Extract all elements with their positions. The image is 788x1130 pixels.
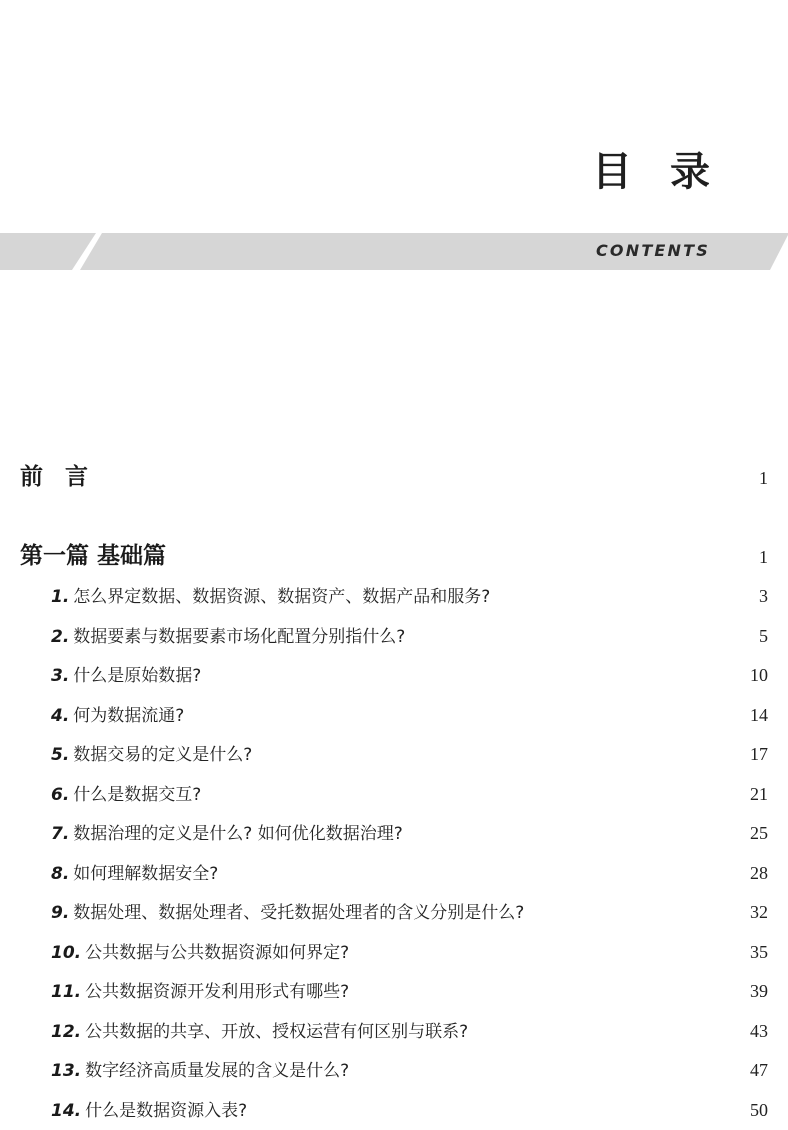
entry-label [51, 900, 524, 926]
entry-page: 28 [750, 862, 768, 883]
toc-entry[interactable] [51, 781, 768, 807]
entry-title: 公共数据资源开发利用形式有哪些? [85, 982, 350, 1002]
preface-page: 1 [759, 468, 768, 488]
toc-part-1[interactable] [20, 541, 768, 571]
entry-title: 怎么界定数据、数据资源、数据资产、数据产品和服务? [73, 587, 491, 607]
entry-label [51, 979, 349, 1005]
toc-preface[interactable] [20, 462, 768, 492]
entry-title: 如何理解数据安全? [73, 863, 219, 884]
toc-entry[interactable] [51, 662, 768, 688]
entry-label [51, 742, 252, 768]
entry-page: 25 [750, 823, 768, 843]
entry-title: 数据处理、数据处理者、受托数据处理者的含义分别是什么? [73, 903, 525, 923]
toc-entry[interactable] [51, 1057, 768, 1083]
entry-title: 公共数据与公共数据资源如何界定? [85, 942, 350, 963]
entry-label [51, 624, 405, 650]
toc-entry[interactable] [51, 899, 768, 925]
entry-label [51, 861, 218, 887]
toc-entry[interactable] [51, 978, 768, 1004]
entry-title: 数据交易的定义是什么? [73, 745, 253, 765]
entry-number: 3. [51, 666, 70, 686]
entry-number: 14. [51, 1100, 82, 1121]
toc-entry[interactable] [51, 583, 768, 609]
part-title: 第一篇 基础篇 [20, 542, 167, 569]
entry-title: 数字经济高质量发展的含义是什么? [85, 1061, 350, 1081]
entry-label [51, 663, 201, 689]
toc-entry[interactable] [51, 623, 768, 649]
entry-label [51, 584, 490, 610]
entry-label [51, 1019, 468, 1045]
entry-number: 4. [51, 705, 70, 726]
entry-page: 17 [750, 744, 768, 764]
entry-label [51, 940, 349, 966]
entry-page: 39 [750, 981, 768, 1001]
entry-title: 什么是原始数据? [73, 666, 202, 686]
entry-number: 6. [51, 784, 70, 805]
entry-label [51, 1098, 247, 1124]
contents-label: CONTENTS [595, 241, 710, 260]
entry-page: 21 [750, 783, 768, 804]
entry-number: 5. [51, 745, 70, 765]
entry-label [51, 821, 403, 847]
entry-number: 11. [51, 982, 82, 1002]
entry-number: 8. [51, 863, 70, 884]
entry-number: 7. [51, 824, 70, 844]
entry-page: 10 [750, 665, 768, 685]
entry-number: 2. [51, 626, 70, 647]
entry-number: 1. [51, 587, 70, 607]
entry-page: 35 [750, 941, 768, 962]
entry-title: 数据治理的定义是什么? 如何优化数据治理? [73, 824, 403, 844]
entry-label [51, 1058, 349, 1084]
entry-page: 50 [750, 1099, 768, 1120]
entry-page: 43 [750, 1020, 768, 1041]
entry-page: 47 [750, 1060, 768, 1080]
entry-title: 何为数据流通? [73, 705, 185, 726]
page-title: 目录 [592, 148, 748, 195]
entry-label [51, 782, 201, 808]
entry-number: 13. [51, 1061, 82, 1081]
toc-entry[interactable] [51, 702, 768, 728]
toc-entry[interactable] [51, 860, 768, 886]
entry-title: 数据要素与数据要素市场化配置分别指什么? [73, 626, 406, 647]
entry-page: 5 [759, 625, 768, 646]
entry-number: 9. [51, 903, 70, 923]
entry-number: 10. [51, 942, 82, 963]
entry-label [51, 703, 184, 729]
entry-title: 什么是数据交互? [73, 784, 202, 805]
entry-title: 什么是数据资源入表? [85, 1100, 248, 1121]
preface-title: 前言 [20, 463, 110, 490]
toc-entry[interactable] [51, 1097, 768, 1123]
toc-entry[interactable] [51, 1018, 768, 1044]
entry-title: 公共数据的共享、开放、授权运营有何区别与联系? [85, 1021, 469, 1042]
entry-page: 3 [759, 586, 768, 606]
toc-entry[interactable] [51, 939, 768, 965]
toc-entry[interactable] [51, 741, 768, 767]
toc-entry[interactable] [51, 820, 768, 846]
entry-number: 12. [51, 1021, 82, 1042]
entry-page: 14 [750, 704, 768, 725]
part-page: 1 [759, 547, 768, 567]
entry-page: 32 [750, 902, 768, 922]
